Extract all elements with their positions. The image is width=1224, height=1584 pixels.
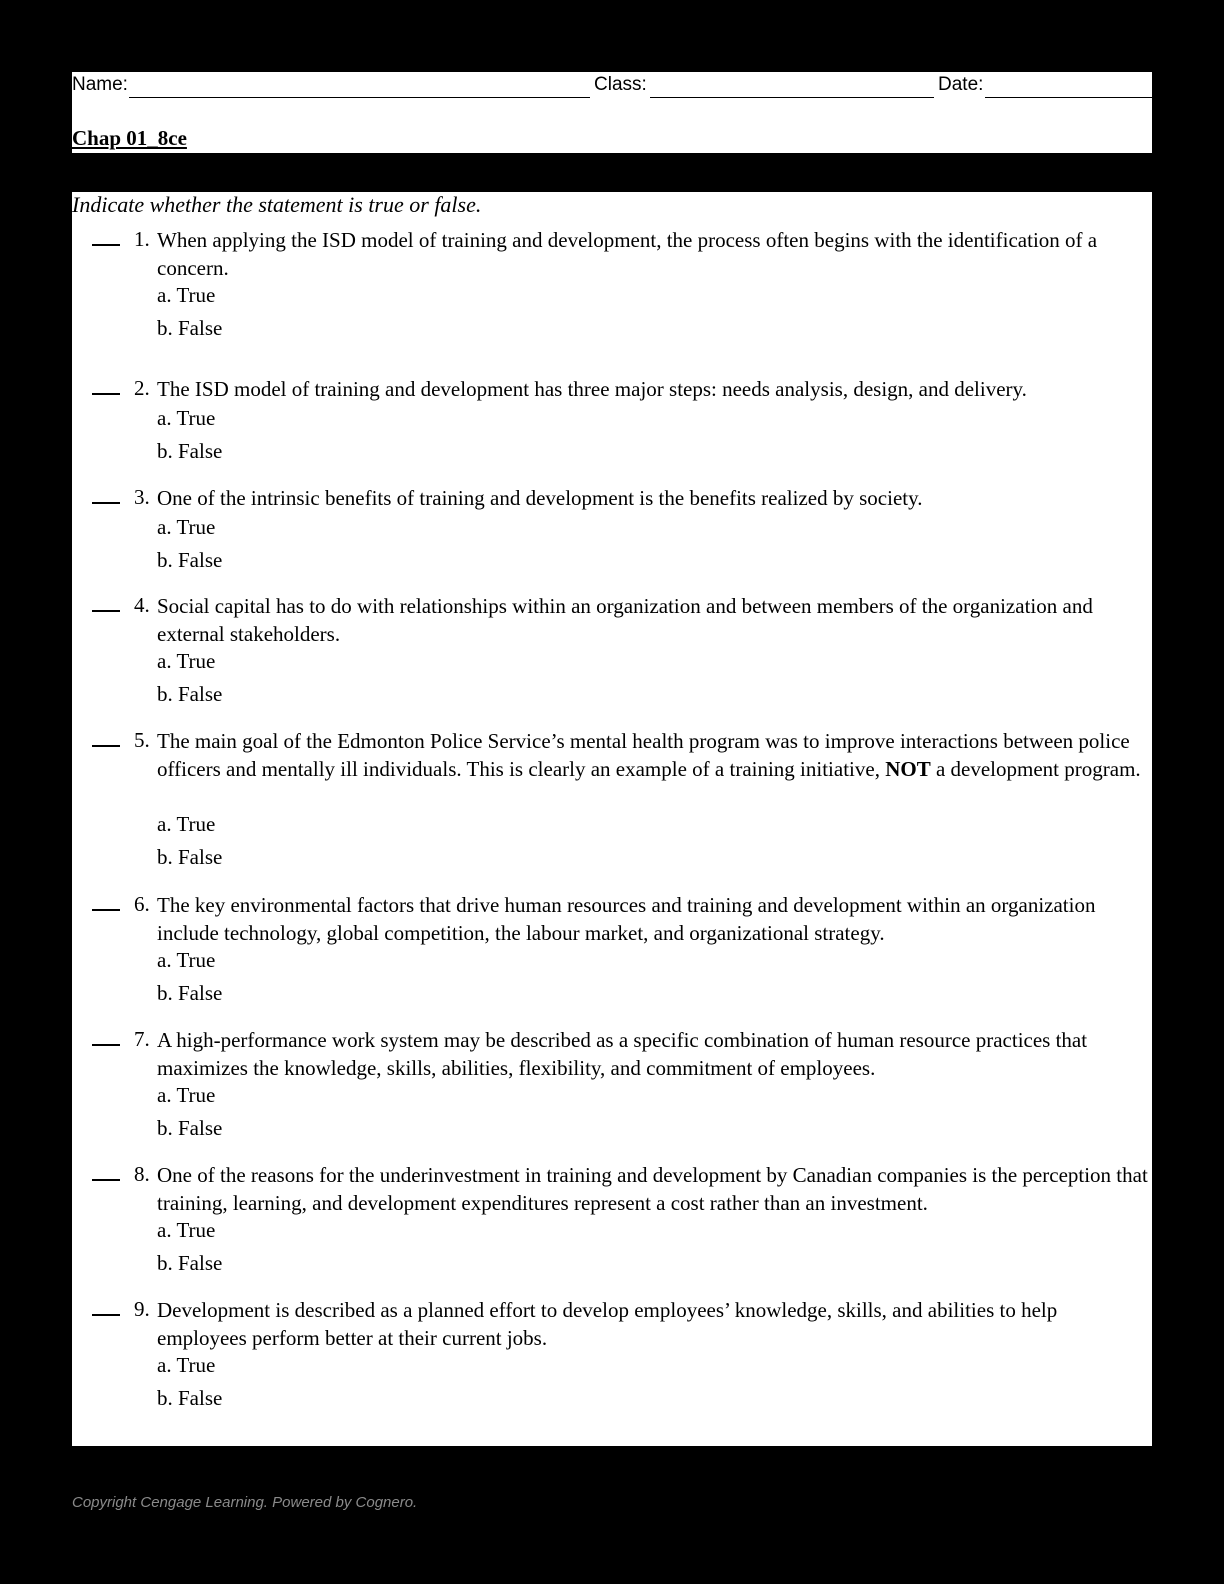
option-false: b. False [157, 439, 223, 463]
option-true: a. True [157, 515, 216, 539]
answer-blank[interactable] [92, 1044, 120, 1046]
class-field-line[interactable] [650, 97, 934, 98]
question-number: 2. [134, 376, 150, 400]
date-field-line[interactable] [985, 97, 1152, 98]
option-true: a. True [157, 649, 216, 673]
option-false: b. False [157, 1251, 223, 1275]
answer-blank[interactable] [92, 909, 120, 911]
question-number: 4. [134, 593, 150, 617]
question-text: Development is described as a planned effort to develop employees’ knowledge, skills, and abilities to help employees perform better at their current jobs. [157, 1298, 1058, 1350]
option-true: a. True [157, 1353, 216, 1377]
question-text: The ISD model of training and development has three major steps: needs analysis, design, and delivery. [157, 377, 1027, 401]
option-false: b. False [157, 981, 223, 1005]
question-number: 3. [134, 485, 150, 509]
class-label: Class: [594, 74, 647, 95]
instructions: Indicate whether the statement is true or false. [72, 192, 482, 217]
question-text: Social capital has to do with relationships within an organization and between members of the organization and external stakeholders. [157, 594, 1093, 646]
header-box [72, 72, 1152, 153]
option-true: a. True [157, 948, 216, 972]
option-false: b. False [157, 316, 223, 340]
question-text: A high-performance work system may be described as a specific combination of human resource practices that maximizes the knowledge, skills, abilities, flexibility, and commitment of employees. [157, 1028, 1088, 1080]
option-false: b. False [157, 1386, 223, 1410]
option-true: a. True [157, 283, 216, 307]
answer-blank[interactable] [92, 610, 120, 612]
option-true: a. True [157, 1083, 216, 1107]
option-false: b. False [157, 1116, 223, 1140]
copyright-footer: Copyright Cengage Learning. Powered by Cognero. [72, 1494, 418, 1511]
question-text: The key environmental factors that drive human resources and training and development within an organization include technology, global competition, the labour market, and organizational strategy. [157, 893, 1096, 945]
student-info-row [72, 74, 1152, 100]
question-text: One of the intrinsic benefits of training and development is the benefits realized by society. [157, 486, 923, 510]
option-false: b. False [157, 548, 223, 572]
question-text-part: The main goal of the Edmonton Police Service’s mental health program was to improve interactions between police officers and mentally ill individuals. This is clearly an example of a training initiative, [157, 729, 1130, 781]
question-number: 1. [134, 227, 150, 251]
option-false: b. False [157, 682, 223, 706]
name-field-line[interactable] [129, 97, 590, 98]
question-number: 7. [134, 1027, 150, 1051]
question-text: When applying the ISD model of training and development, the process often begins with the identification of a concern. [157, 228, 1098, 280]
answer-blank[interactable] [92, 502, 120, 504]
question-text-part: a development program. [930, 756, 1141, 781]
option-true: a. True [157, 406, 216, 430]
date-label: Date: [938, 74, 984, 95]
questions-box [72, 192, 1152, 1446]
question-number: 9. [134, 1297, 150, 1321]
question-text: One of the reasons for the underinvestment in training and development by Canadian companies is the perception that training, learning, and development expenditures represent a cost rather than an investment. [157, 1163, 1148, 1215]
answer-blank[interactable] [92, 1179, 120, 1181]
answer-blank[interactable] [92, 745, 120, 747]
option-true: a. True [157, 812, 216, 836]
question-number: 6. [134, 892, 150, 916]
question-number: 5. [134, 728, 150, 752]
option-true: a. True [157, 1218, 216, 1242]
chapter-title: Chap 01_8ce [72, 126, 187, 150]
question-text [157, 728, 1152, 783]
option-false: b. False [157, 845, 223, 869]
answer-blank[interactable] [92, 244, 120, 246]
question-number: 8. [134, 1162, 150, 1186]
answer-blank[interactable] [92, 393, 120, 395]
answer-blank[interactable] [92, 1314, 120, 1316]
name-label: Name: [72, 74, 128, 95]
question-text-emphasis: NOT [885, 756, 931, 781]
